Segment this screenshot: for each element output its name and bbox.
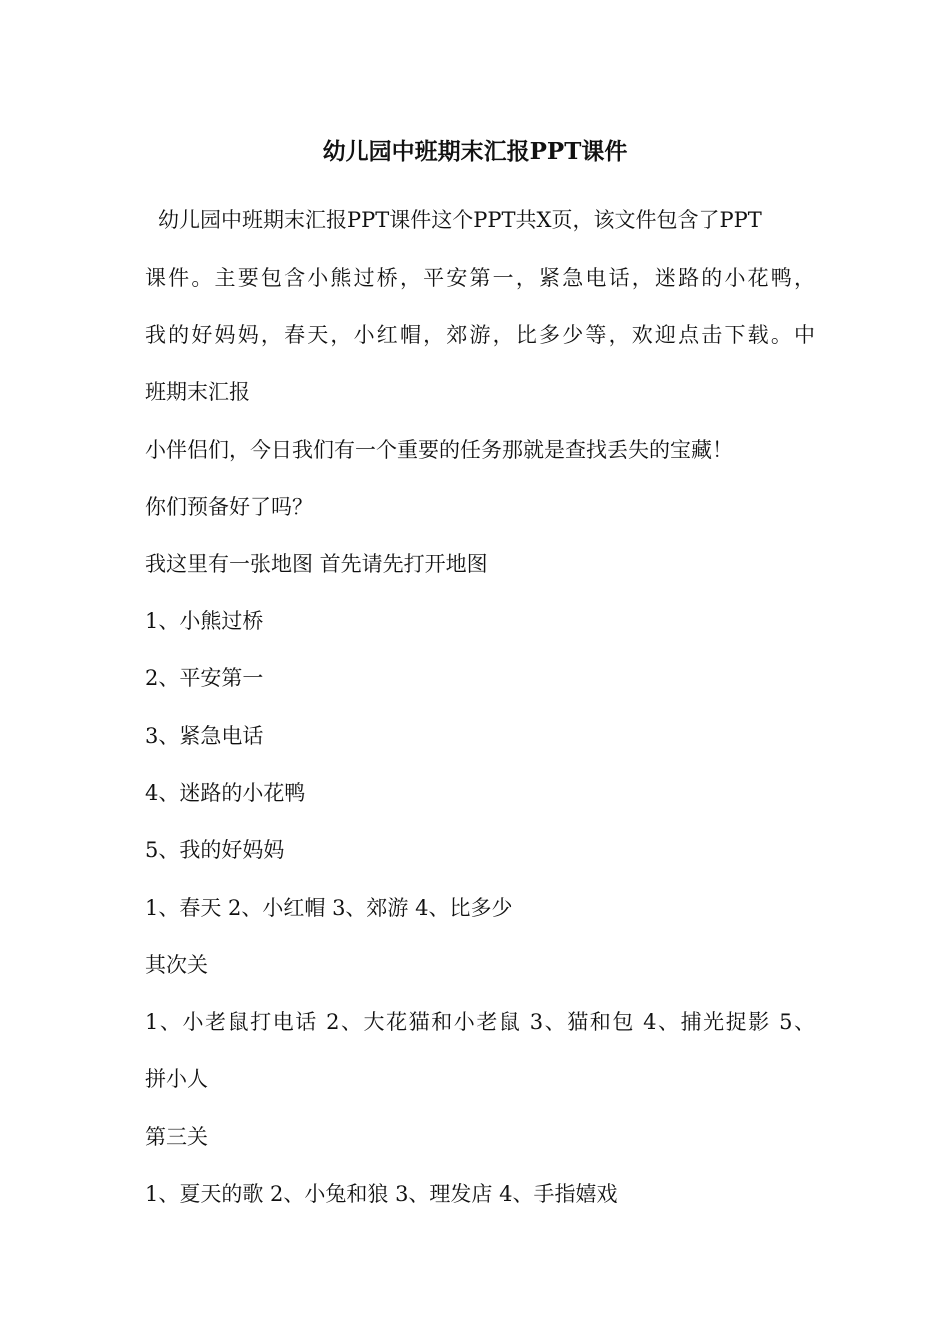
- intro-line-1: 幼儿园中班期末汇报PPT课件这个PPT共X页，该文件包含了PPT: [158, 208, 762, 232]
- section-heading: 其次关: [145, 953, 208, 977]
- body-line: 小伴侣们，今日我们有一个重要的任务那就是查找丢失的宝藏！: [145, 438, 733, 462]
- body-line: 你们预备好了吗？: [145, 495, 313, 519]
- list-item: 1、小老鼠打电话 2、大花猫和小老鼠 3、猫和包 4、捕光捉影 5、: [145, 1010, 815, 1034]
- section-heading: 第三关: [145, 1125, 208, 1149]
- list-item: 4、迷路的小花鸭: [145, 781, 306, 805]
- body-line: 我这里有一张地图 首先请先打开地图: [145, 552, 488, 576]
- intro-line-2: 课件。主要包含小熊过桥，平安第一，紧急电话，迷路的小花鸭，: [145, 266, 815, 290]
- list-item: 1、夏天的歌 2、小兔和狼 3、理发店 4、手指嬉戏: [145, 1182, 618, 1206]
- list-item: 3、紧急电话: [145, 724, 264, 748]
- list-item: 1、小熊过桥: [145, 609, 264, 633]
- document-title: 幼儿园中班期末汇报PPT课件: [322, 138, 628, 165]
- list-item: 拼小人: [145, 1067, 208, 1091]
- list-item: 1、春天 2、小红帽 3、郊游 4、比多少: [145, 896, 513, 920]
- intro-line-4: 班期末汇报: [145, 380, 250, 404]
- intro-line-3: 我的好妈妈，春天，小红帽，郊游，比多少等，欢迎点击下载。中: [145, 323, 815, 347]
- list-item: 5、我的好妈妈: [145, 838, 285, 862]
- list-item: 2、平安第一: [145, 666, 264, 690]
